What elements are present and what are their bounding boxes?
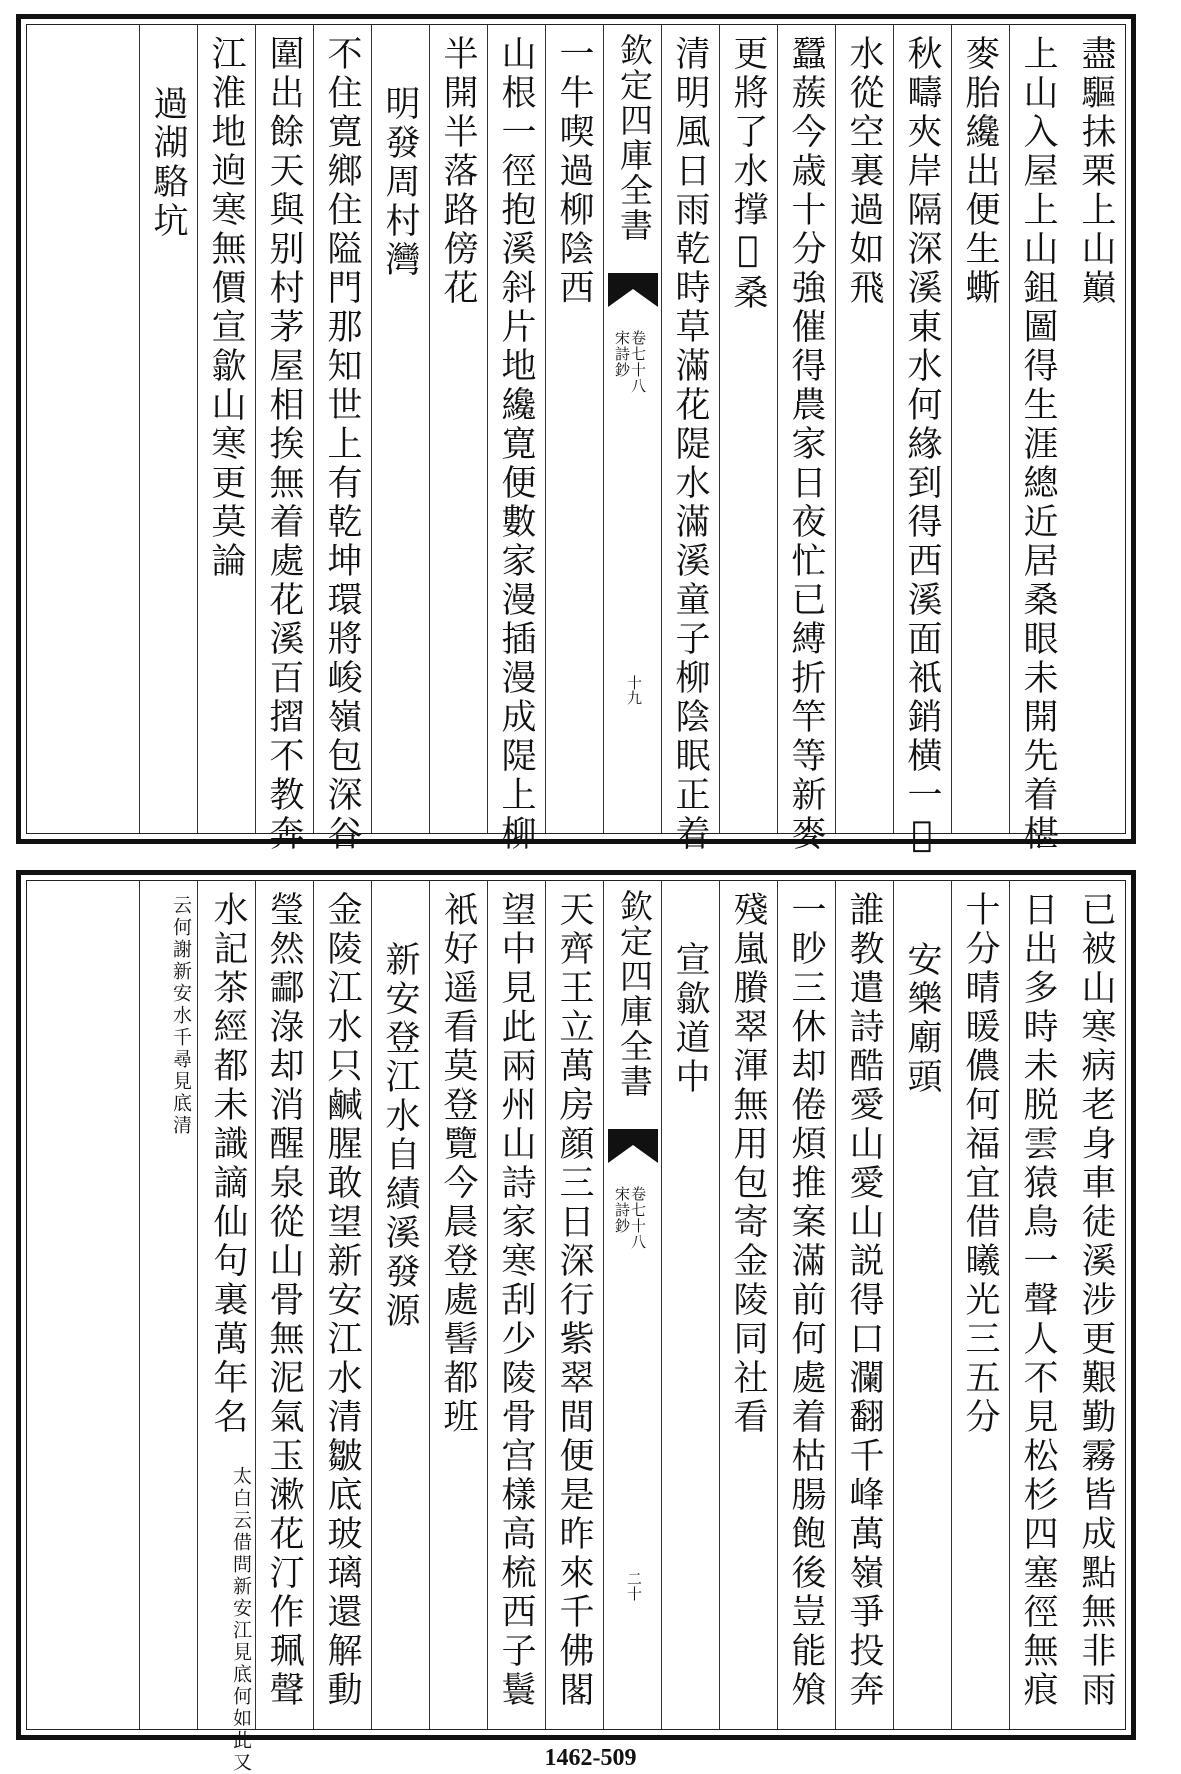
column-text: 日出多時未脱雲猿鳥一聲人不見松杉四塞徑無痕 [1018, 891, 1058, 1710]
text-column [835, 881, 893, 1729]
text-column [777, 25, 835, 854]
column-text: 殘嵐賸翠渾無用包寄金陵同社看 [728, 891, 768, 1437]
text-column [1067, 881, 1125, 1729]
column-text: 盡驅抺栗上山巔 [1076, 35, 1116, 308]
text-column [371, 25, 429, 833]
column-text: 山根一徑抱溪斜片地纔寛便數家漫插漫成隄上柳 [496, 35, 536, 854]
text-column [777, 881, 835, 1729]
text-column [719, 881, 777, 1729]
center-fold [603, 881, 661, 1729]
column-text: 麥胎纔出便生蟖 [960, 35, 1000, 308]
column-text: 清明風日雨乾時草滿花隄水滿溪童子柳陰眠正着 [670, 35, 710, 854]
text-column [951, 881, 1009, 1729]
text-column [487, 881, 545, 1729]
text-column [255, 881, 313, 1729]
column-text: 一眇三休却倦煩推案滿前何處着枯腸飽後豈能飧 [786, 891, 826, 1710]
poem-title: 過湖駱坑 [148, 85, 188, 241]
fish-tail-mark [608, 273, 658, 311]
top-page [16, 14, 1136, 859]
page-number: 1462-509 [544, 1745, 637, 1771]
column-text: 水記茶經都未識謫仙句裏萬年名 [208, 891, 248, 1437]
column-text: 半開半落路傍花 [438, 35, 478, 308]
poem-title: 新安登江水自績溪發源 [380, 941, 420, 1331]
top-page-frame [26, 24, 1126, 859]
column-text: 十分晴暖儂何福宜借曦光三五分 [960, 891, 1000, 1437]
text-column [893, 881, 951, 1729]
column-text: 圍出餘天與别村茅屋相挨無着處花溪百摺不教奔 [264, 35, 304, 854]
column-text: 蠶蔟今歳十分強催得農家日夜忙已縛折竿等新麥 [786, 35, 826, 854]
poem-title: 宣歙道中 [670, 941, 710, 1097]
text-column [1009, 881, 1067, 1729]
column-text: 誰教遣詩酷愛山愛山説得口瀾翻千峰萬嶺爭投奔 [844, 891, 884, 1710]
column-text: 不住寛鄉住隘門那知世上有乾坤環將峻嶺包深谷 [322, 35, 362, 854]
fish-tail-mark [608, 1129, 658, 1167]
fold-juan-title: 宋詩鈔 [613, 330, 631, 378]
column-text: 更將了水撑𣲖桑 [728, 35, 768, 313]
center-fold [603, 25, 661, 833]
fold-title: 欽定四庫全書 [615, 889, 654, 1099]
text-column [429, 881, 487, 1729]
text-column [835, 25, 893, 833]
fold-juan-title: 宋詩鈔 [613, 1186, 631, 1234]
text-column [371, 881, 429, 1729]
column-text: 上山入屋上山鉏圖得生涯總近居桑眼未開先着椹 [1018, 35, 1058, 854]
column-text: 瑩然酃淥却消醒泉從山骨無泥氣玉漱花汀作珮聲 [264, 891, 304, 1710]
column-text: 秋疇夾岸隔深溪東水何緣到得西溪面衹銷横一𥪡 [902, 35, 942, 859]
column-text: 水從空裏過如飛 [844, 35, 884, 308]
text-column [429, 25, 487, 833]
text-column [197, 25, 255, 833]
poem-title: 安樂廟頭 [902, 941, 942, 1097]
fold-title: 欽定四庫全書 [615, 33, 654, 243]
text-column [545, 25, 603, 833]
fold-juan-number: 卷七十八 [629, 330, 647, 394]
column-text: 天齊王立萬房顔三日深行紫翠間便是昨來千佛閣 [554, 891, 594, 1710]
text-column [545, 881, 603, 1729]
text-column [255, 25, 313, 854]
poem-title: 明發周村灣 [380, 85, 420, 280]
text-column [139, 881, 197, 1729]
text-column [313, 25, 371, 854]
text-column [139, 25, 197, 833]
column-text: 江淮地逈寒無價宣歙山寒更莫論 [206, 35, 246, 581]
text-column [487, 25, 545, 854]
column-text: 金陵江水只鹹腥敢望新安江水清皺底玻璃還解動 [322, 891, 362, 1710]
text-column [719, 25, 777, 833]
text-column [313, 881, 371, 1729]
text-column [1009, 25, 1067, 854]
text-column [197, 881, 255, 1774]
fold-leaf-number: 十九 [625, 675, 643, 705]
text-column [661, 881, 719, 1729]
column-text: 衹好遥看莫登覽今晨登處髻都班 [438, 891, 478, 1437]
text-column [951, 25, 1009, 833]
text-column [661, 25, 719, 854]
fold-leaf-number: 二十 [625, 1571, 643, 1601]
column-text: 望中見此兩州山詩家寒刮少陵骨宫樣高梳西子鬟 [496, 891, 536, 1710]
text-column [893, 25, 951, 859]
column-text: 已被山寒病老身車徒溪涉更艱勤霧皆成點無非雨 [1076, 891, 1116, 1710]
commentary-note: 云何謝新安水千尋見底清 [170, 895, 192, 1137]
column-text: 一牛喫過柳陰西 [554, 35, 594, 308]
commentary-note: 太白云借問新安江見底何如此又 [230, 1466, 252, 1774]
text-column [1067, 25, 1125, 833]
fold-juan-number: 卷七十八 [629, 1186, 647, 1250]
